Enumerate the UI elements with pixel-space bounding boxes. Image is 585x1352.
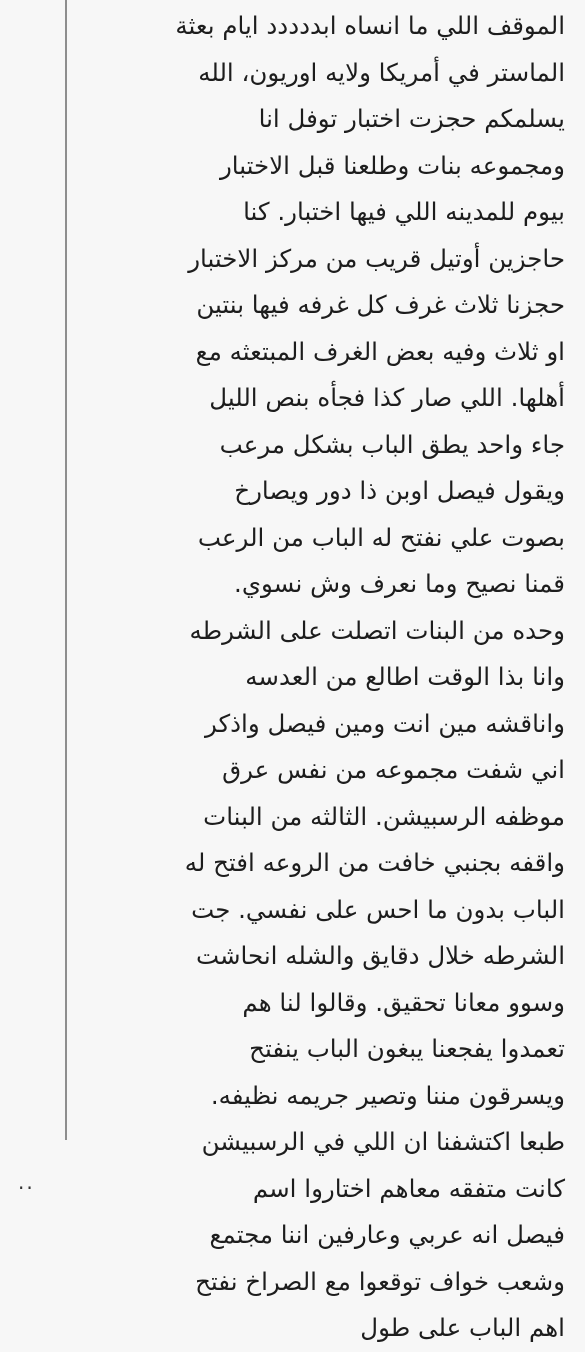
ellipsis-text: .. <box>18 1170 35 1194</box>
story-line: الباب بدون ما احس على نفسي. جت <box>191 894 565 924</box>
story-line: اهم الباب على طول <box>360 1313 565 1342</box>
story-line: تعمدوا يفجعنا يبغون الباب ينفتح <box>249 1034 565 1063</box>
story-line: يسلمكم حجزت اختبار توفل انا <box>258 104 565 133</box>
story-line: واقفه بجنبي خافت من الروعه افتح له <box>184 848 565 877</box>
story-line: جاء واحد يطق الباب بشكل مرعب <box>219 429 565 459</box>
story-line: حاجزين أوتيل قريب من مركز الاختبار <box>188 243 565 273</box>
story-line: وشعب خواف توقعوا مع الصراخ نفتح <box>195 1266 565 1296</box>
story-line: أهلها. اللي صار كذا فجأه بنص الليل <box>209 383 565 412</box>
story-line: ومجموعه بنات وطلعنا قبل الاختبار <box>219 150 565 180</box>
story-line: موظفه الرسبيشن. الثالثه من البنات <box>203 801 565 831</box>
story-line: فيصل انه عربي وعارفين اننا مجتمع <box>209 1220 565 1249</box>
story-line: الشرطه خلال دقايق والشله انحاشت <box>195 941 565 970</box>
story-line: وسوو معانا تحقيق. وقالوا لنا هم <box>242 987 565 1017</box>
story-line: طبعا اكتشفنا ان اللي في الرسبيشن <box>201 1127 565 1156</box>
story-line: واناقشه مين انت ومين فيصل واذكر <box>204 708 565 738</box>
story-line: اني شفت مجموعه من نفس عرق <box>222 755 565 784</box>
story-line: ويسرقون مننا وتصير جريمه نظيفه. <box>210 1080 565 1110</box>
quote-rule <box>65 0 67 1140</box>
story-line: حجزنا ثلاث غرف كل غرفه فيها بنتين <box>196 290 565 319</box>
story-line: الماستر في أمريكا ولايه اوريون، الله <box>198 57 565 87</box>
story-line: الموقف اللي ما انساه ابددددد ايام بعثة <box>175 11 565 40</box>
story-line: كانت متفقه معاهم اختاروا اسم <box>252 1173 565 1203</box>
story-line: بيوم للمدينه اللي فيها اختبار. كنا <box>243 197 565 226</box>
story-line: قمنا نصيح وما نعرف وش نسوي. <box>234 569 565 598</box>
story-line: وانا بذا الوقت اطالع من العدسه <box>245 662 565 691</box>
story-line: بصوت علي نفتح له الباب من الرعب <box>197 522 565 552</box>
story-line: او ثلاث وفيه بعض الغرف المبتعثه مع <box>195 336 565 366</box>
story-line: ويقول فيصل اوبن ذا دور ويصارخ <box>234 476 565 505</box>
story-text <box>72 3 565 1352</box>
story-line: وحده من البنات اتصلت على الشرطه <box>189 615 565 645</box>
